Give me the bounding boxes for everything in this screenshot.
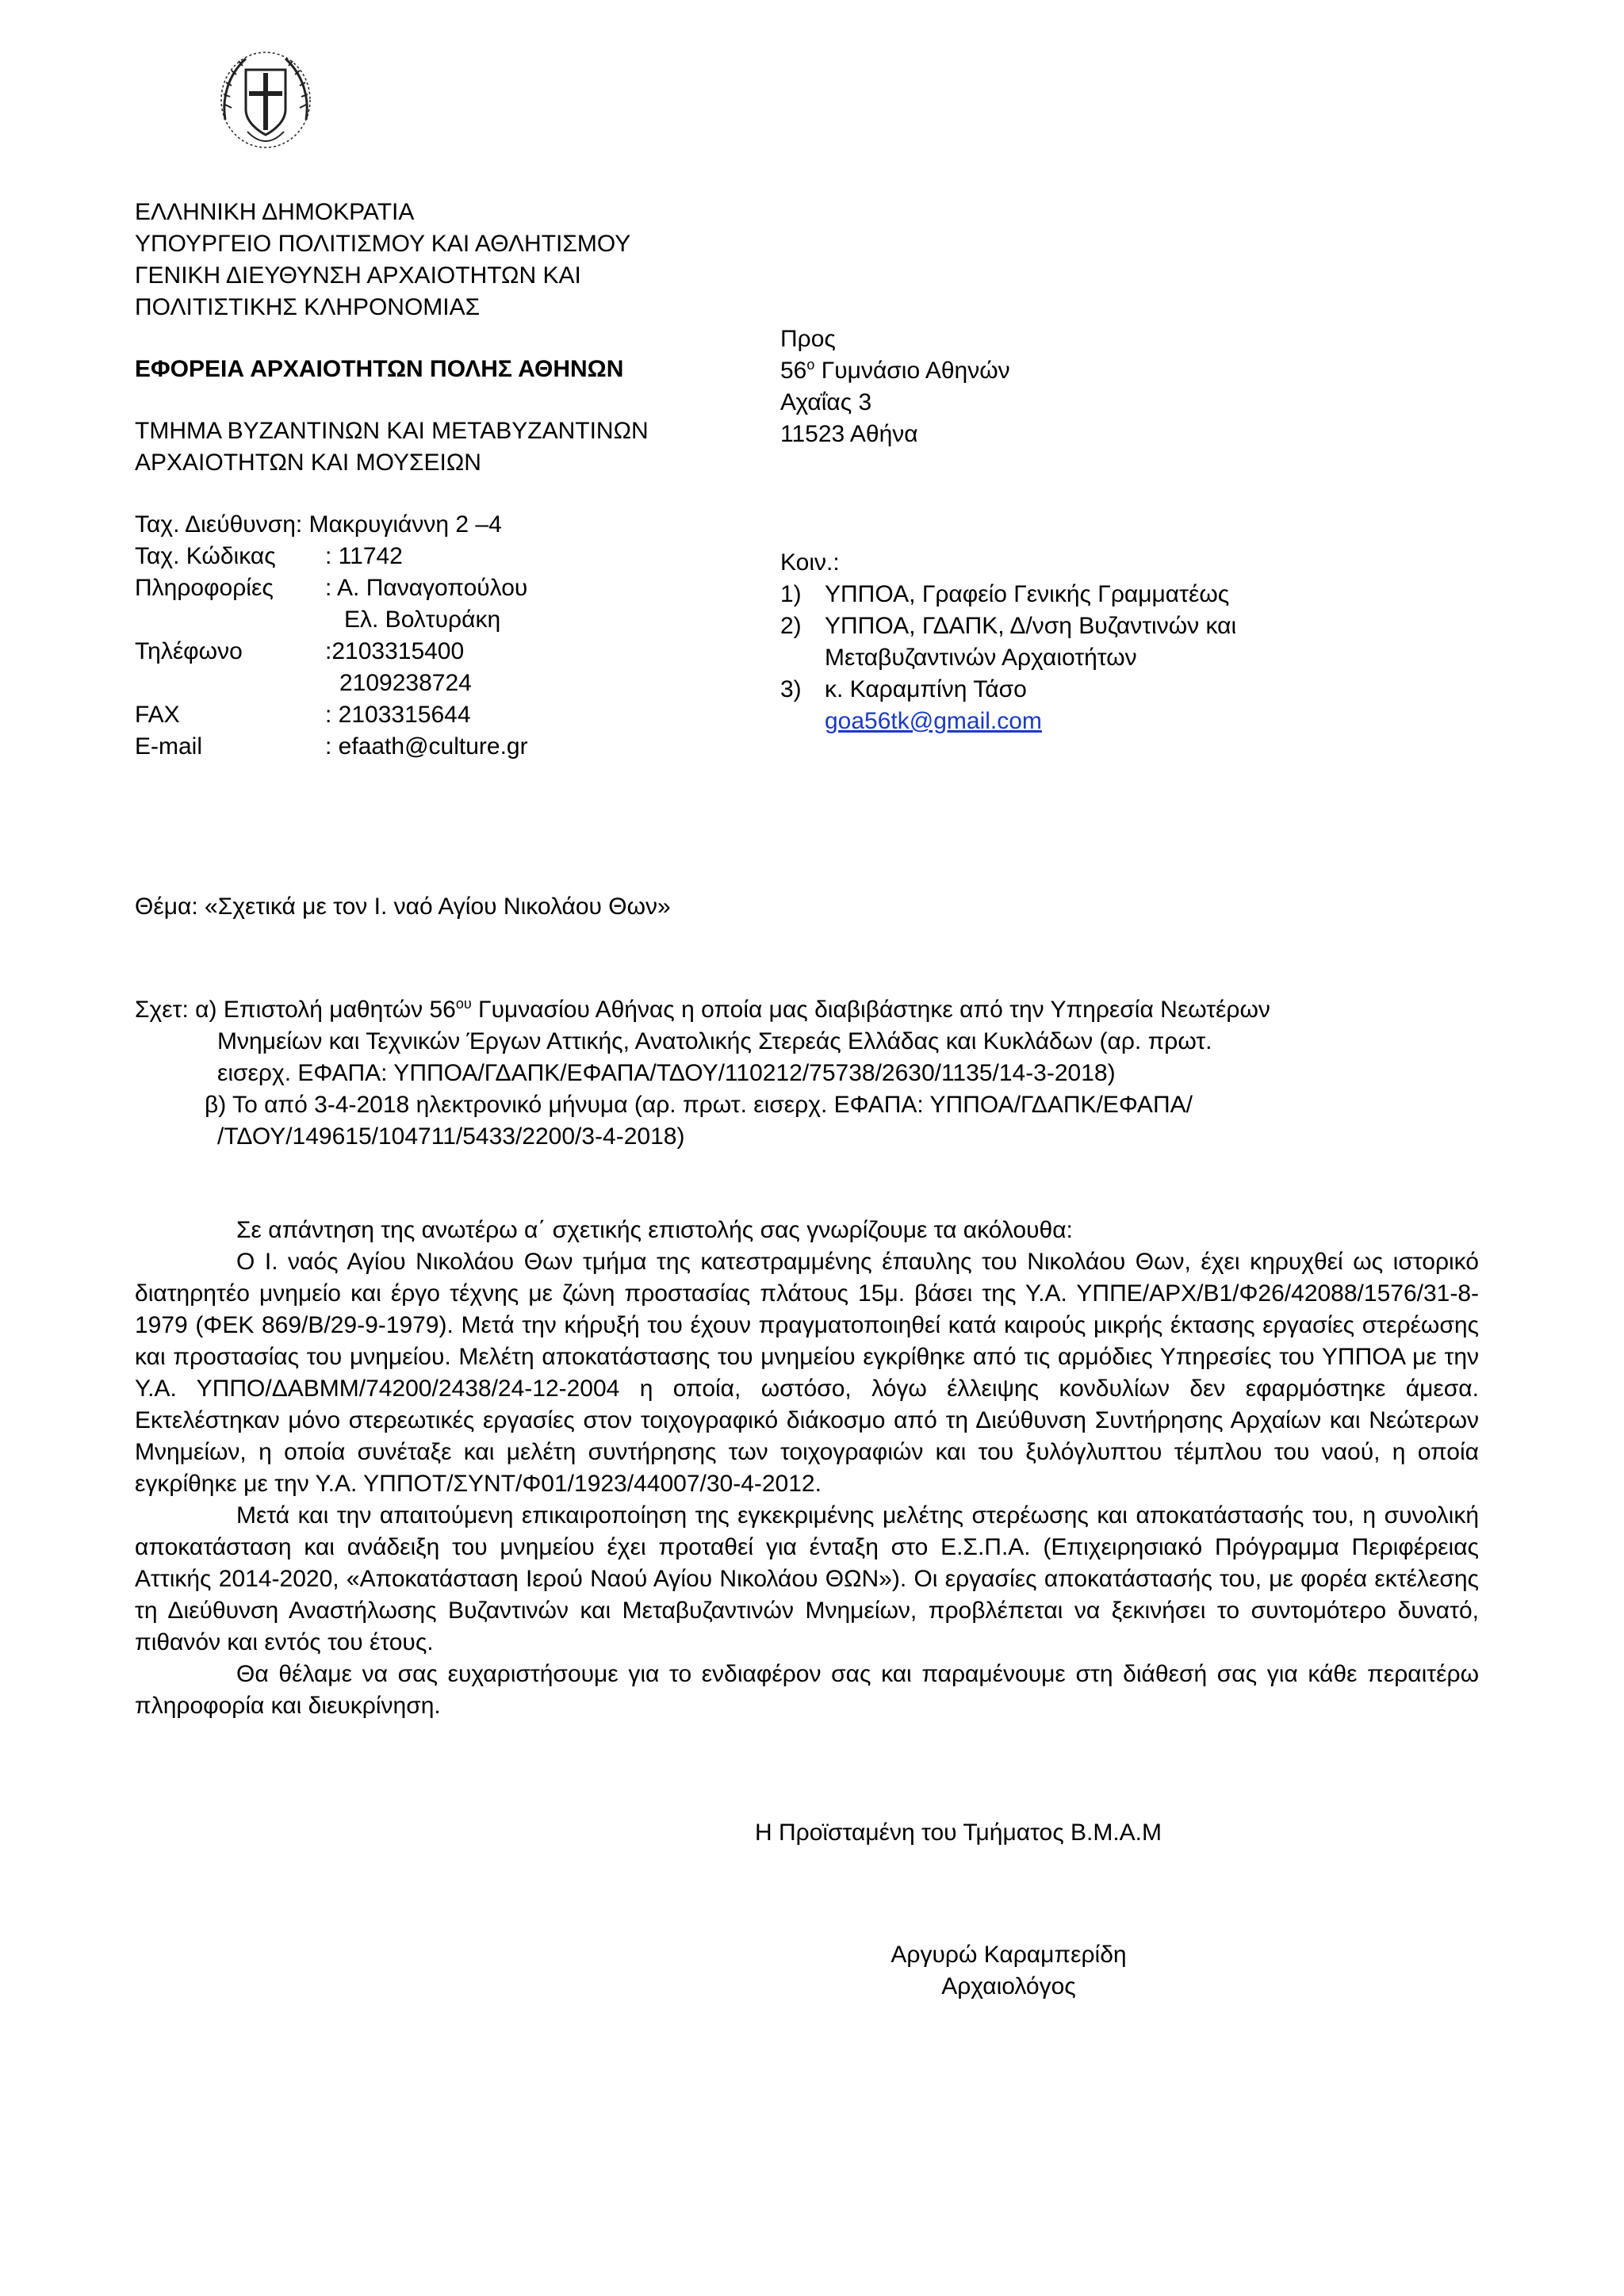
ephorate-name: ΕΦΟΡΕΙΑ ΑΡΧΑΙΟΤΗΤΩΝ ΠΟΛΗΣ ΑΘΗΝΩΝ — [135, 356, 624, 382]
reference-a-start: Σχετ: α) Επιστολή μαθητών 56 — [135, 997, 456, 1023]
body-paragraph: Σε απάντηση της ανωτέρω α΄ σχετικής επιστολής σας γνωρίζουμε τα ακόλουθα: — [236, 1217, 1073, 1243]
phone-row — [135, 636, 769, 668]
cc-item — [780, 579, 1431, 610]
email-row — [135, 731, 769, 763]
info-row — [135, 572, 769, 604]
school-name: Γυμνάσιο Αθηνών — [814, 358, 1010, 384]
cc-item-text: ΥΠΠΟΑ, ΓΔΑΠΚ, Δ/νση Βυζαντινών και — [825, 613, 1237, 639]
body-paragraph: Ο Ι. ναός Αγίου Νικολάου Θων τμήμα της κατεστραμμένης έπαυλης του Νικολάου Θων, έχει κηρυχθεί ως ιστορικό διατηρητέο μνημείο και έργο τέχνης με ζώνη προστασίας πλάτους 15μ. βάσει της Υ.Α. ΥΠΠΕ/ΑΡΧ/Β1/Φ26/42088/1576/31-8-1979 (ΦΕΚ 869/Β/29-9-1979). Μετά την κήρυξή του έχουν πραγματοποιηθεί κατά καιρούς μικρής έκτασης εργασίες στερέωσης και προστασίας του μνημείου. Μελέτη αποκατάστασης του μνημείου εγκρίθηκε από τις αρμόδιες Υπηρεσίες του ΥΠΠΟΑ με την Υ.Α. ΥΠΠΟ/ΔΑΒΜΜ/74200/2438/24-12-2004 η οποία, ωστόσο, λόγω έλλειψης κονδυλίων δεν εφαρμόστηκε άμεσα. Εκτελέστηκαν μόνο στερεωτικές εργασίες στον τοιχογραφικό διάκοσμο από τη Διεύθυνση Συντήρησης Αρχαίων και Νεώτερων Μνημείων, η οποία συνέταξε και μελέτη συντήρησης των τοιχογραφιών και του ξυλόγλυπτου τέμπλου του ναού, η οποία εγκρίθηκε με την Υ.Α. ΥΠΠΟΤ/ΣΥΝΤ/Φ01/1923/44007/30-4-2012. — [135, 1249, 1479, 1497]
signature-block — [866, 1939, 1151, 2003]
phone-label: Τηλέφωνο — [135, 638, 243, 664]
info-row-2 — [135, 604, 769, 636]
email-value: : efaath@culture.gr — [325, 733, 528, 760]
recipient-school — [780, 355, 1431, 387]
info-value-2: Ελ. Βολτυράκη — [344, 607, 501, 633]
fax-value: : 2103315644 — [325, 702, 471, 728]
cc-item-number: 3) — [780, 676, 802, 702]
email-label: E-mail — [135, 733, 203, 760]
cc-item-number: 2) — [780, 613, 802, 639]
reference-b: β) Το από 3-4-2018 ηλεκτρονικό μήνυμα (αρ. πρωτ. εισερχ. ΕΦΑΠΑ: ΥΠΠΟΑ/ΓΔΑΠΚ/ΕΦΑΠΑ/ — [205, 1092, 1193, 1118]
subject-line: Θέμα: «Σχετικά με τον Ι. ναό Αγίου Νικολάου Θων» — [135, 894, 671, 920]
address-line: Ταχ. Διεύθυνση: Μακρυγιάννη 2 –4 — [135, 511, 502, 538]
cc-item-text: κ. Καραμπίνη Τάσο — [825, 676, 1027, 702]
signatory-role: Αρχαιολόγος — [941, 1973, 1076, 1999]
recipient-block — [780, 323, 1431, 450]
fax-row — [135, 699, 769, 731]
reference-a-line-3: εισερχ. ΕΦΑΠΑ: ΥΠΠΟΑ/ΓΔΑΠΚ/ΕΦΑΠΑ/ΤΔΟΥ/110212/75738/2630/1135/14-3-2018) — [217, 1060, 1116, 1086]
greek-coat-of-arms-icon — [216, 44, 316, 152]
recipient-street: Αχαΐας 3 — [780, 389, 872, 415]
cc-label: Κοιν.: — [780, 549, 840, 576]
fax-label: FAX — [135, 702, 180, 728]
body-paragraph: Μετά και την απαιτούμενη επικαιροποίηση της εγκεκριμένης μελέτης στερέωσης και αποκατάστασής του, η συνολική αποκατάσταση και ανάδειξη του μνημείου έχει προταθεί για ένταξη στο Ε.Σ.Π.Α. (Επιχειρησιακό Πρόγραμμα Περιφέρειας Αττικής 2014-2020, «Αποκατάσταση Ιερού Ναού Αγίου Νικολάου ΘΩΝ»). Οι εργασίες αποκατάστασής του, με φορέα εκτέλεσης τη Διεύθυνση Αναστήλωσης Βυζαντινών και Μεταβυζαντινών Μνημείων, προβλέπεται να ξεκινήσει το συντομότερο δυνατό, πιθανόν και εντός του έτους. — [135, 1502, 1479, 1655]
reference-b-line-2: /ΤΔΟΥ/149615/104711/5433/2200/3-4-2018) — [217, 1123, 685, 1150]
department-line: ΤΜΗΜΑ ΒΥΖΑΝΤΙΝΩΝ ΚΑΙ ΜΕΤΑΒΥΖΑΝΤΙΝΩΝ — [135, 418, 649, 444]
to-label: Προς — [780, 326, 836, 352]
header-line: ΠΟΛΙΤΙΣΤΙΚΗΣ ΚΛΗΡΟΝΟΜΙΑΣ — [135, 294, 481, 320]
info-label: Πληροφορίες — [135, 575, 274, 601]
recipient-city: 11523 Αθήνα — [780, 421, 918, 447]
header-line: ΓΕΝΙΚΗ ΔΙΕΥΘΥΝΣΗ ΑΡΧΑΙΟΤΗΤΩΝ ΚΑΙ — [135, 262, 581, 289]
cc-item-number: 1) — [780, 581, 802, 607]
postal-label: Ταχ. Κώδικας — [135, 543, 276, 569]
cc-block — [780, 547, 1431, 737]
reference-a-line-2: Μνημείων και Τεχνικών Έργων Αττικής, Ανατολικής Στερεάς Ελλάδας και Κυκλάδων (αρ. πρωτ. — [217, 1028, 1212, 1054]
department-line: ΑΡΧΑΙΟΤΗΤΩΝ ΚΑΙ ΜΟΥΣΕΙΩΝ — [135, 450, 481, 476]
school-superscript: ο — [806, 357, 815, 373]
cc-item-text-2: Μεταβυζαντινών Αρχαιοτήτων — [825, 645, 1137, 671]
school-number: 56 — [780, 358, 807, 384]
phone-value-2: 2109238724 — [339, 670, 472, 696]
postal-row — [135, 541, 769, 572]
letter-body — [135, 1215, 1479, 1722]
signature-title: Η Προϊσταμένη του Τμήματος Β.Μ.Α.Μ — [755, 1820, 1162, 1846]
signatory-name: Αργυρώ Καραμπερίδη — [891, 1942, 1127, 1968]
postal-value: : 11742 — [325, 543, 403, 569]
header-line: ΥΠΟΥΡΓΕΙΟ ΠΟΛΙΤΙΣΜΟΥ ΚΑΙ ΑΘΛΗΤΙΣΜΟΥ — [135, 231, 631, 257]
cc-item-text: ΥΠΠΟΑ, Γραφείο Γενικής Γραμματέως — [825, 581, 1230, 607]
phone-row-2 — [135, 668, 769, 699]
reference-a-end: Γυμνασίου Αθήνας η οποία μας διαβιβάστηκε από την Υπηρεσία Νεωτέρων — [471, 997, 1270, 1023]
header-line: ΕΛΛΗΝΙΚΗ ΔΗΜΟΚΡΑΤΙΑ — [135, 199, 415, 225]
sender-block — [135, 197, 769, 763]
body-paragraph: Θα θέλαμε να σας ευχαριστήσουμε για το ενδιαφέρον σας και παραμένουμε στη διάθεσή σας για κάθε περαιτέρω πληροφορία και διευκρίνηση. — [135, 1661, 1479, 1719]
cc-email-link[interactable]: goa56tk@gmail.com — [825, 708, 1042, 734]
cc-item — [780, 610, 1431, 674]
cc-item — [780, 674, 1431, 737]
references-block — [135, 994, 1483, 1153]
phone-value: :2103315400 — [325, 638, 465, 664]
reference-a-superscript: ου — [455, 996, 472, 1012]
reference-a — [135, 994, 1483, 1026]
info-value: : Α. Παναγοπούλου — [325, 575, 528, 601]
